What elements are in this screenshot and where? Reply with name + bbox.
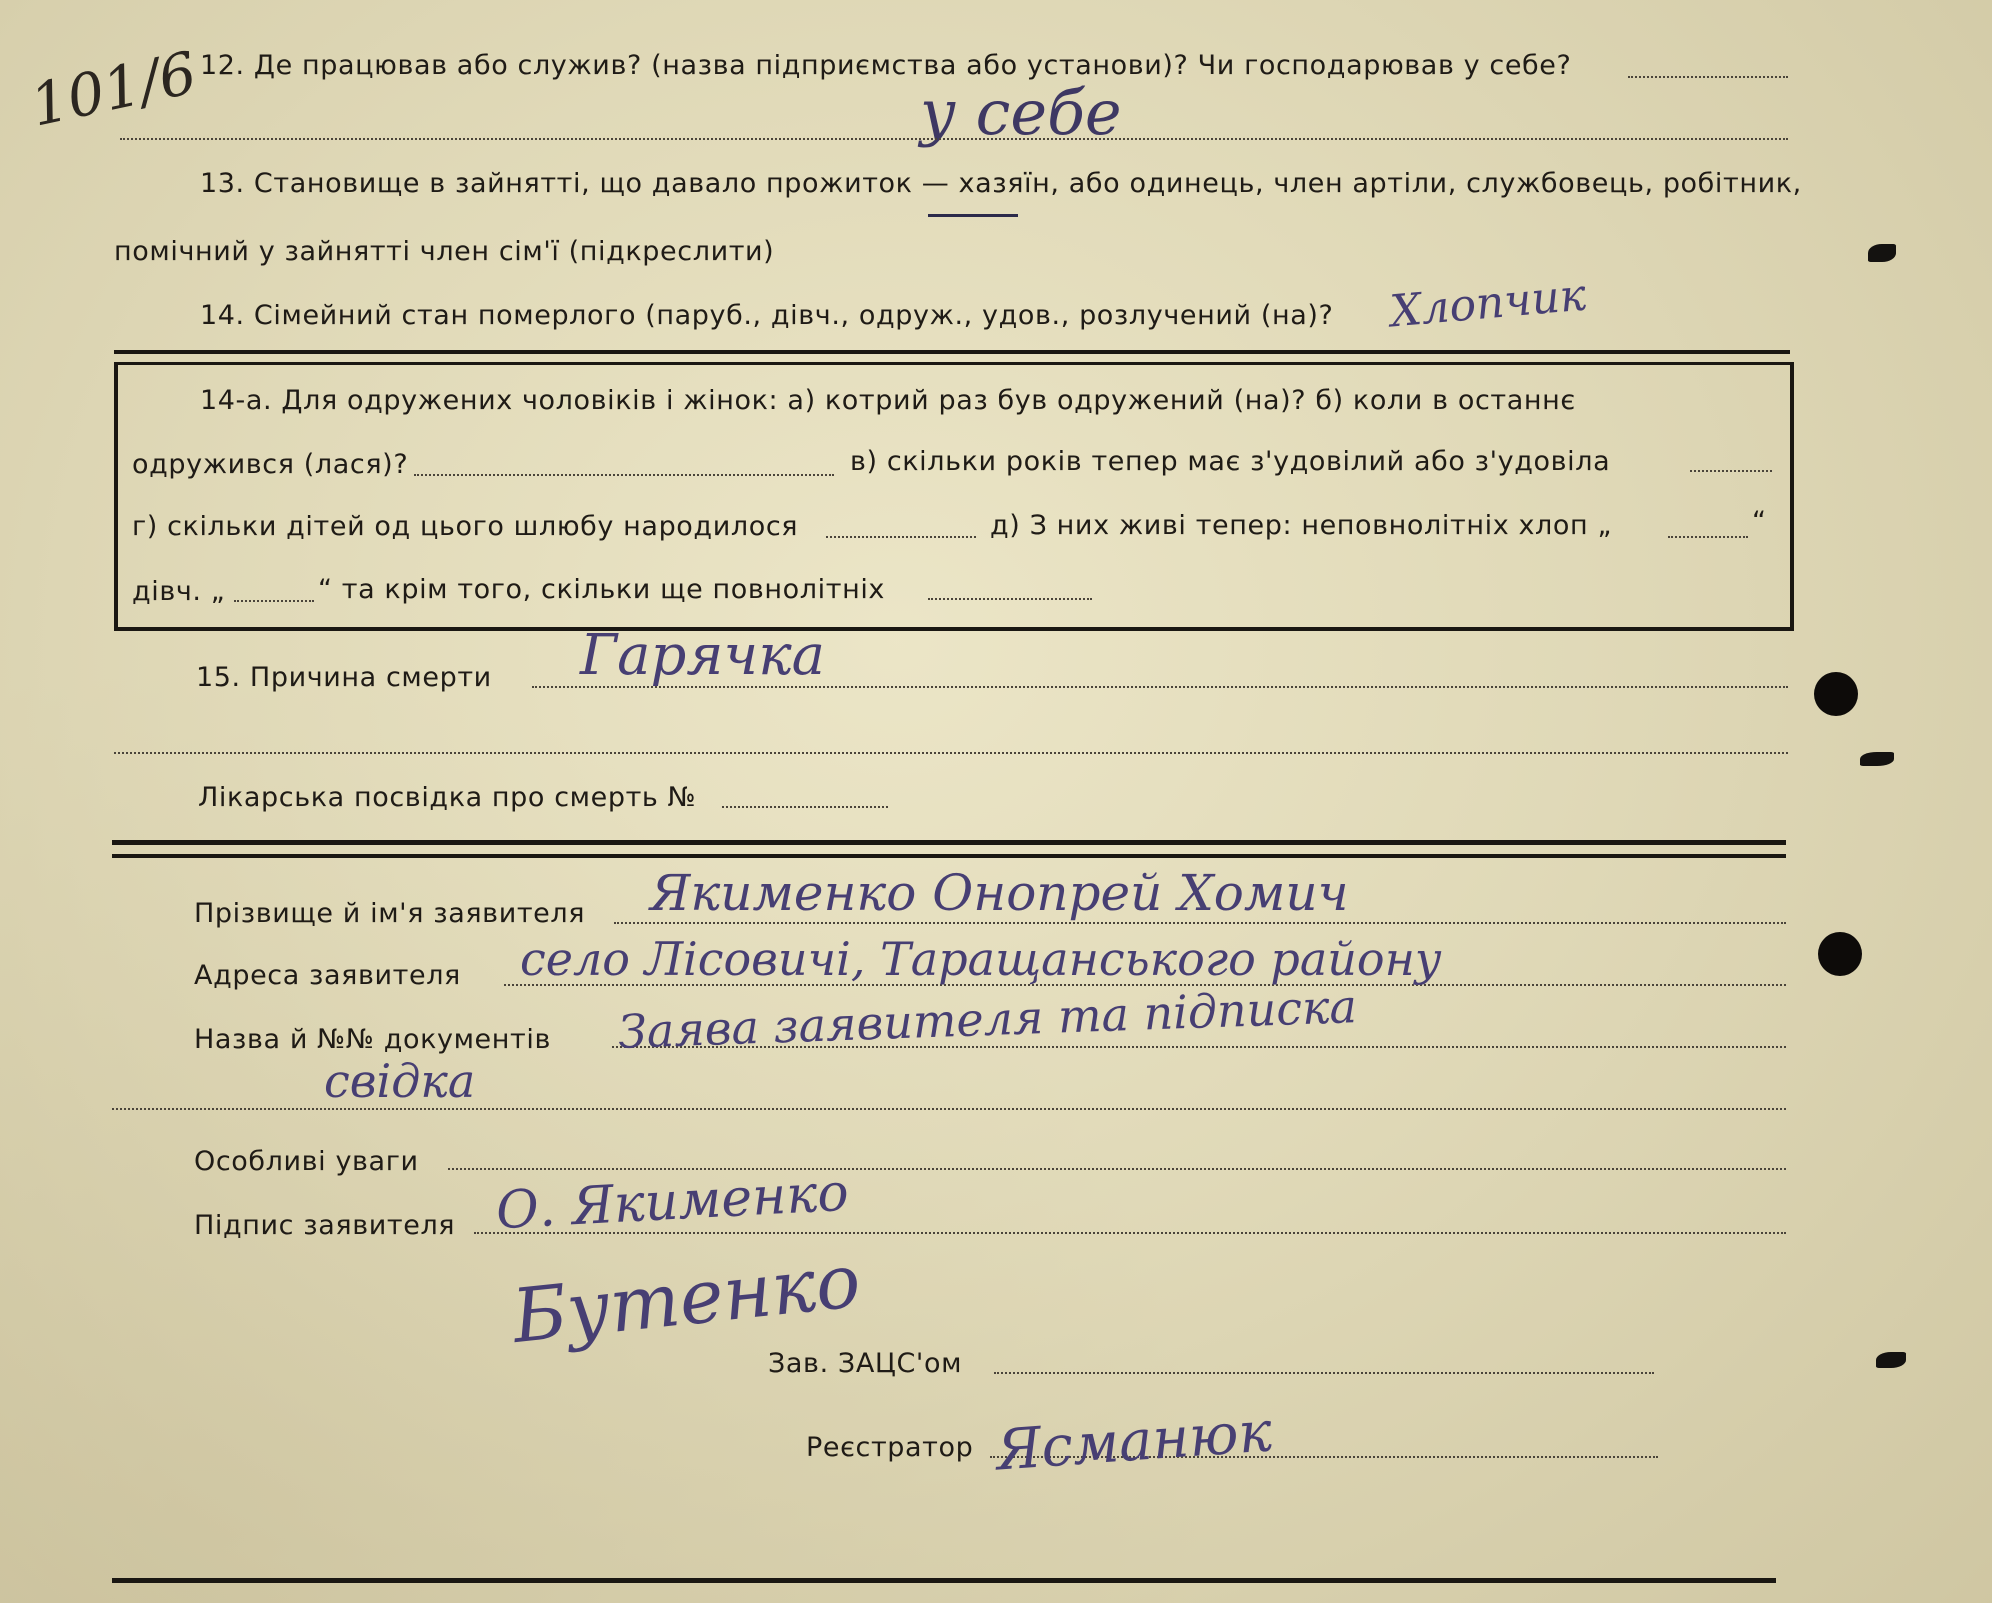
tear-mark bbox=[1876, 1352, 1906, 1368]
applicant-name-value: Якименко Онопрей Хомич bbox=[650, 864, 1349, 922]
q13-underline-hazyain bbox=[928, 214, 1018, 217]
punch-hole-top bbox=[1814, 672, 1858, 716]
medical-cert-number-line bbox=[722, 806, 888, 808]
q12-label: 12. Де працював або служив? (назва підприємства або установи)? Чи господарював у себе? bbox=[200, 50, 1572, 81]
tear-mark bbox=[1868, 244, 1896, 262]
q14a-top-rule bbox=[114, 350, 1790, 354]
notes-label: Особливі уваги bbox=[194, 1146, 419, 1177]
margin-note: 101/6 bbox=[24, 38, 203, 140]
q15-label: 15. Причина смерти bbox=[196, 662, 492, 693]
q14a-line2b: в) скільки років тепер має з'удовілий або з'удовіла bbox=[850, 446, 1611, 477]
q15-second-line bbox=[114, 752, 1788, 754]
punch-hole-bottom bbox=[1818, 932, 1862, 976]
q14a-line1: 14-а. Для одружених чоловіків і жінок: а) котрий раз був одружений (на)? б) коли в останнє bbox=[200, 385, 1576, 416]
bottom-rule bbox=[112, 1578, 1776, 1583]
q14-answer: Хлопчик bbox=[1388, 269, 1588, 338]
registrar-label: Реєстратор bbox=[806, 1432, 974, 1463]
q13-line2: помічний у зайнятті член сім'ї (підкреслити) bbox=[114, 236, 775, 267]
q14a-line3a: г) скільки дітей од цього шлюбу народилося bbox=[132, 511, 799, 542]
q14a-boys-line bbox=[1668, 536, 1748, 538]
q15-answer: Гарячка bbox=[580, 623, 826, 688]
applicant-signature-label: Підпис заявителя bbox=[194, 1210, 456, 1241]
q14a-line3c: “ bbox=[1752, 506, 1767, 537]
tear-mark bbox=[1860, 752, 1894, 766]
applicant-docs-label: Назва й №№ документів bbox=[194, 1024, 551, 1055]
applicant-name-line bbox=[614, 922, 1786, 924]
head-signature-line bbox=[994, 1372, 1654, 1374]
section-double-rule-bottom bbox=[112, 854, 1786, 858]
applicant-docs-second-line bbox=[112, 1108, 1786, 1110]
applicant-address-label: Адреса заявителя bbox=[194, 960, 461, 991]
applicant-docs-value-2: свідка bbox=[324, 1054, 476, 1108]
q14a-adults-line bbox=[928, 598, 1092, 600]
head-signature: Бутенко bbox=[508, 1238, 865, 1360]
q14a-line4a: дівч. „ bbox=[132, 576, 226, 607]
section-double-rule-top bbox=[112, 840, 1786, 845]
q12-dotted-line bbox=[1628, 76, 1788, 78]
q14a-widowed-years-line bbox=[1690, 470, 1772, 472]
q14a-line4b: “ та крім того, скільки ще повнолітніх bbox=[318, 574, 886, 605]
q14a-line2a: одружився (лася)? bbox=[132, 449, 409, 480]
applicant-signature-line bbox=[474, 1232, 1786, 1234]
notes-line bbox=[448, 1168, 1786, 1170]
q14-label: 14. Сімейний стан померлого (паруб., дівч., одруж., удов., розлучений (на)? bbox=[200, 300, 1334, 331]
q14a-married-when-line bbox=[414, 474, 834, 476]
registrar-signature: Ясманюк bbox=[994, 1399, 1274, 1484]
applicant-name-label: Прізвище й ім'я заявителя bbox=[194, 898, 586, 929]
applicant-address-value: село Лісовичі, Таращанського району bbox=[520, 932, 1442, 986]
q13-line1: 13. Становище в зайнятті, що давало прожиток — хазяїн, або одинець, член артіли, службовець, робітник, bbox=[200, 168, 1802, 199]
head-label: Зав. ЗАЦС'ом bbox=[768, 1348, 963, 1379]
q12-answer: у себе bbox=[920, 76, 1122, 149]
q14a-children-born-line bbox=[826, 536, 976, 538]
q14a-girls-line bbox=[234, 600, 314, 602]
medical-cert-label: Лікарська посвідка про смерть № bbox=[198, 782, 697, 813]
q12-answer-line bbox=[120, 138, 1788, 140]
applicant-docs-value-1: Заява заявителя та підписка bbox=[617, 979, 1358, 1059]
applicant-signature: О. Якименко bbox=[494, 1162, 851, 1242]
q14a-line3b: д) З них живі тепер: неповнолітніх хлоп „ bbox=[990, 510, 1613, 541]
